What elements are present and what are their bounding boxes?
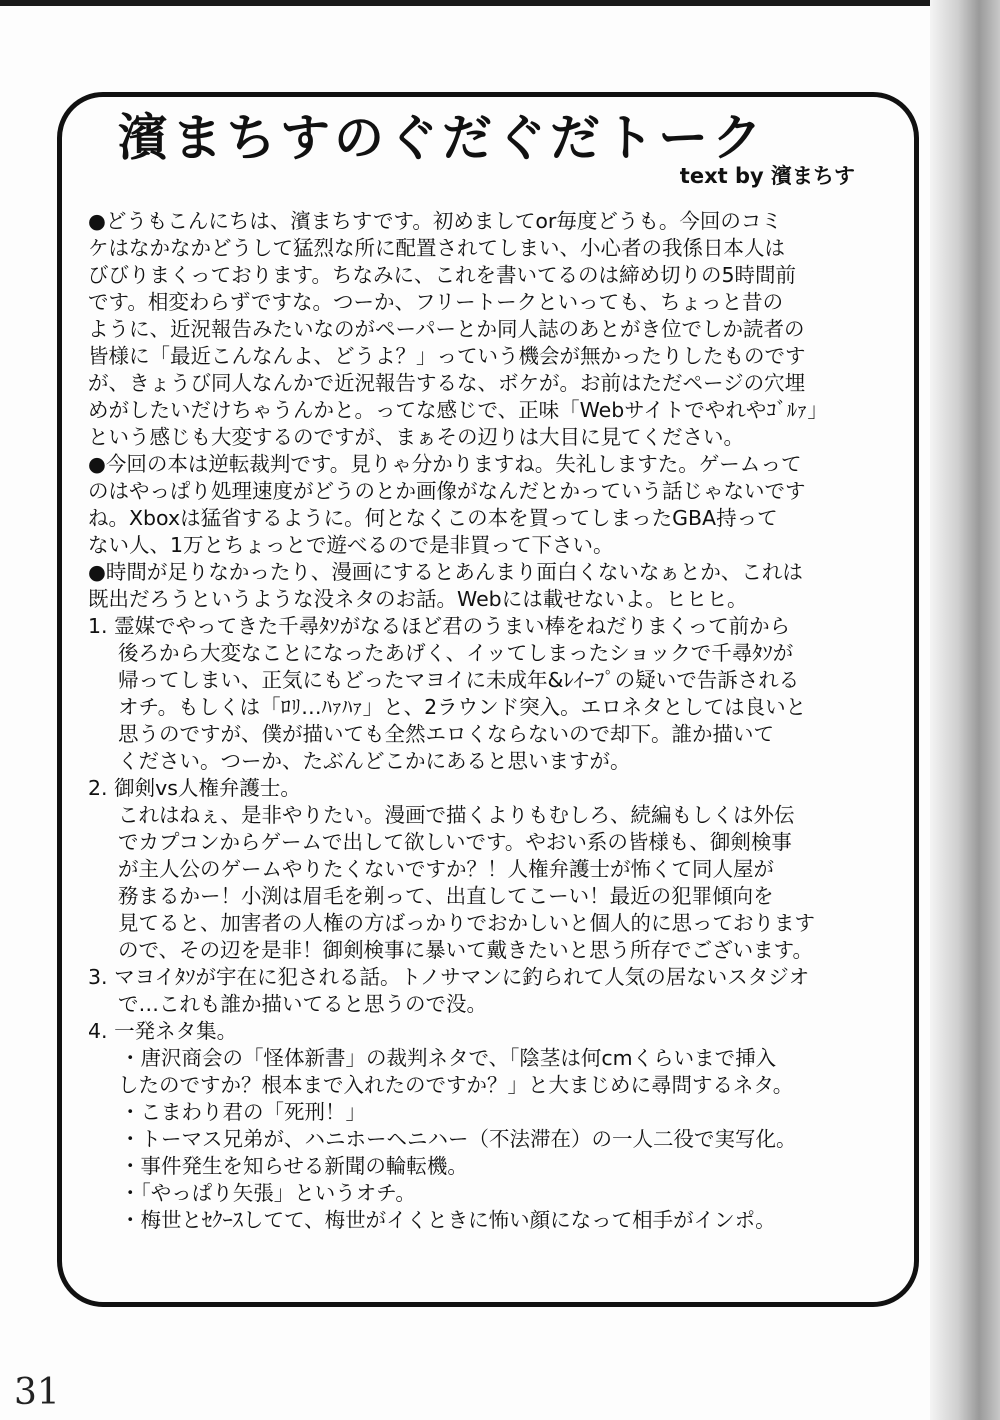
body-line: 見てると、加害者の人権の方ばっかりでおかしいと個人的に思っております: [118, 911, 815, 935]
body-line: ・唐沢商会の「怪体新書」の裁判ネタで、「陰茎は何cmくらいまで挿入: [120, 1046, 777, 1070]
body-line: びびりまくっております。ちなみに、これを書いてるのは締め切りの5時間前: [88, 263, 796, 287]
body-line: で…これも誰か描いてると思うので没。: [118, 992, 487, 1016]
body-line: したのですか？根本まで入れたのですか？」と大まじめに尋問するネタ。: [118, 1073, 794, 1097]
body-line: という感じも大変するのですが、まぁその辺りは大目に見てください。: [88, 425, 744, 449]
body-line: 4. 一発ネタ集。: [88, 1019, 238, 1043]
body-line: が、きょうび同人なんかで近況報告するな、ボケが。お前はただページの穴埋: [88, 371, 806, 395]
article-title: 濱まちすのぐだぐだトーク: [118, 109, 766, 167]
body-line: でカプコンからゲームで出して欲しいです。やおい系の皆様も、御剣検事: [118, 830, 792, 854]
body-line: 後ろから大変なことになったあげく、イッてしまったショックで千尋ﾀｿが: [118, 641, 794, 665]
body-line: ので、その辺を是非！御剣検事に暴いて戴きたいと思う所存でございます。: [118, 938, 813, 962]
body-line: ない人、1万とちょっとで遊べるので是非買って下さい。: [88, 533, 614, 557]
body-line: 務まるかー！小渕は眉毛を剃って、出直してこーい！最近の犯罪傾向を: [118, 884, 774, 908]
body-line: が主人公のゲームやりたくないですか？！人権弁護士が怖くて同人屋が: [118, 857, 774, 881]
body-line: ・こまわり君の「死刑！」: [120, 1100, 366, 1124]
body-line: 2. 御剣vs人権弁護士。: [88, 776, 301, 800]
body-line: 皆様に「最近こんなんよ、どうよ？」っていう機会が無かったりしたものです: [88, 344, 806, 368]
body-line: ●どうもこんにちは、濱まちすです。初めましてor毎度どうも。今回のコミ: [88, 209, 782, 233]
body-line: ・トーマス兄弟が、ハニホーヘニハー（不法滞在）の一人二役で実写化。: [120, 1127, 797, 1151]
page-binding-shadow: [930, 0, 1000, 1420]
body-line: ・事件発生を知らせる新聞の輪転機。: [120, 1154, 468, 1178]
body-line: オチ。もしくは「ﾛﾘ…ﾊｧﾊｧ」と、2ラウンド突入。エロネタとしては良いと: [118, 695, 807, 719]
body-line: 1. 霊媒でやってきた千尋ﾀｿがなるほど君のうまい棒をねだりまくって前から: [88, 614, 791, 638]
body-line: 3. マヨイﾀｿが宇在に犯される話。トノサマンに釣られて人気の居ないスタジオ: [88, 965, 810, 989]
article-byline: text by 濱まちす: [679, 164, 855, 188]
scan-top-edge: [0, 0, 1000, 6]
body-line: ・梅世とｾｸｰｽしてて、梅世がイくときに怖い顔になって相手がインポ。: [120, 1208, 776, 1232]
body-line: ●今回の本は逆転裁判です。見りゃ分かりますね。失礼しますた。ゲームって: [88, 452, 802, 476]
body-line: ね。Xboxは猛省するように。何となくこの本を買ってしまったGBA持って: [88, 506, 778, 530]
body-line: ケはなかなかどうして猛烈な所に配置されてしまい、小心者の我係日本人は: [88, 236, 785, 260]
body-line: 既出だろうというような没ネタのお話。Webには載せないよ。ヒヒヒ。: [88, 587, 748, 611]
body-line: 思うのですが、僕が描いても全然エロくならないので却下。誰か描いて: [118, 722, 774, 746]
body-line: ●時間が足りなかったり、漫画にするとあんまり面白くないなぁとか、これは: [88, 560, 803, 584]
body-line: ように、近況報告みたいなのがペーパーとか同人誌のあとがき位でしか読者の: [88, 317, 805, 341]
body-line: これはねぇ、是非やりたい。漫画で描くよりもむしろ、続編もしくは外伝: [118, 803, 795, 827]
body-line: 帰ってしまい、正気にもどったマヨイに未成年&ﾚｲｰﾌﾟの疑いで告訴される: [118, 668, 800, 692]
body-line: のはやっぱり処理速度がどうのとか画像がなんだとかっていう話じゃないです: [88, 479, 806, 503]
body-line: ください。つーか、たぶんどこかにあると思いますが。: [118, 749, 631, 773]
page-number: 31: [14, 1372, 60, 1413]
article-body: [88, 208, 918, 1234]
body-line: めがしたいだけちゃうんかと。ってな感じで、正味「Webサイトでやれやｺﾞﾙｧ」: [88, 398, 828, 422]
body-line: ・「やっぱり矢張」というオチ。: [120, 1181, 416, 1205]
body-line: です。相変わらずですな。つーか、フリートークといっても、ちょっと昔の: [88, 290, 784, 314]
